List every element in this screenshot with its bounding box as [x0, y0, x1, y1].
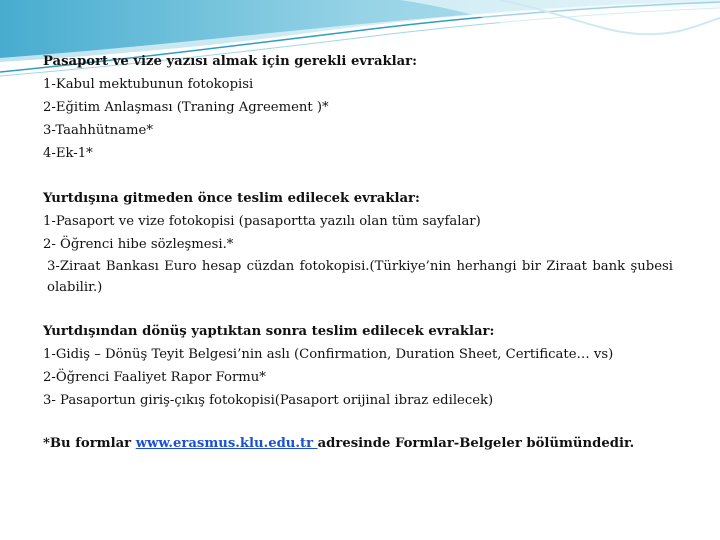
list-item: 2-Öğrenci Faaliyet Rapor Formu* [43, 370, 266, 385]
list-item: 3- Pasaportun giriş-çıkış fotokopisi(Pasaport orijinal ibraz edilecek) [43, 393, 494, 408]
section-heading-after-return: Yurtdışından dönüş yaptıktan sonra teslim edilecek evraklar: [43, 324, 495, 339]
spacer [43, 298, 673, 320]
spacer [43, 412, 673, 432]
footer-prefix: *Bu formlar [43, 436, 136, 451]
list-item: 1-Kabul mektubunun fotokopisi [43, 77, 254, 92]
section-heading-before-departure: Yurtdışına gitmeden önce teslim edilecek evraklar: [43, 191, 420, 206]
list-item: 1-Gidiş – Dönüş Teyit Belgesi’nin aslı (Confirmation, Duration Sheet, Certificate… vs) [43, 347, 614, 362]
list-item: 2- Öğrenci hibe sözleşmesi.* [43, 237, 234, 252]
list-item: 4-Ek-1* [43, 146, 93, 161]
document-body [43, 50, 673, 455]
erasmus-website-link[interactable]: www.erasmus.klu.edu.tr [135, 436, 318, 451]
section-heading-passport-visa: Pasaport ve vize yazısı almak için gerekli evraklar: [43, 54, 418, 69]
spacer [43, 165, 673, 187]
list-item: 2-Eğitim Anlaşması (Traning Agreement )* [43, 100, 329, 115]
footer-suffix: adresinde Formlar-Belgeler bölümündedir. [317, 436, 635, 451]
list-item: 3-Taahhütname* [43, 123, 153, 138]
list-item: 3-Ziraat Bankası Euro hesap cüzdan fotokopisi.(Türkiye’nin herhangi bir Ziraat bank şubesi olabilir.) [47, 259, 673, 295]
footer-note [43, 432, 673, 455]
list-item: 1-Pasaport ve vize fotokopisi (pasaportta yazılı olan tüm sayfalar) [43, 214, 481, 229]
